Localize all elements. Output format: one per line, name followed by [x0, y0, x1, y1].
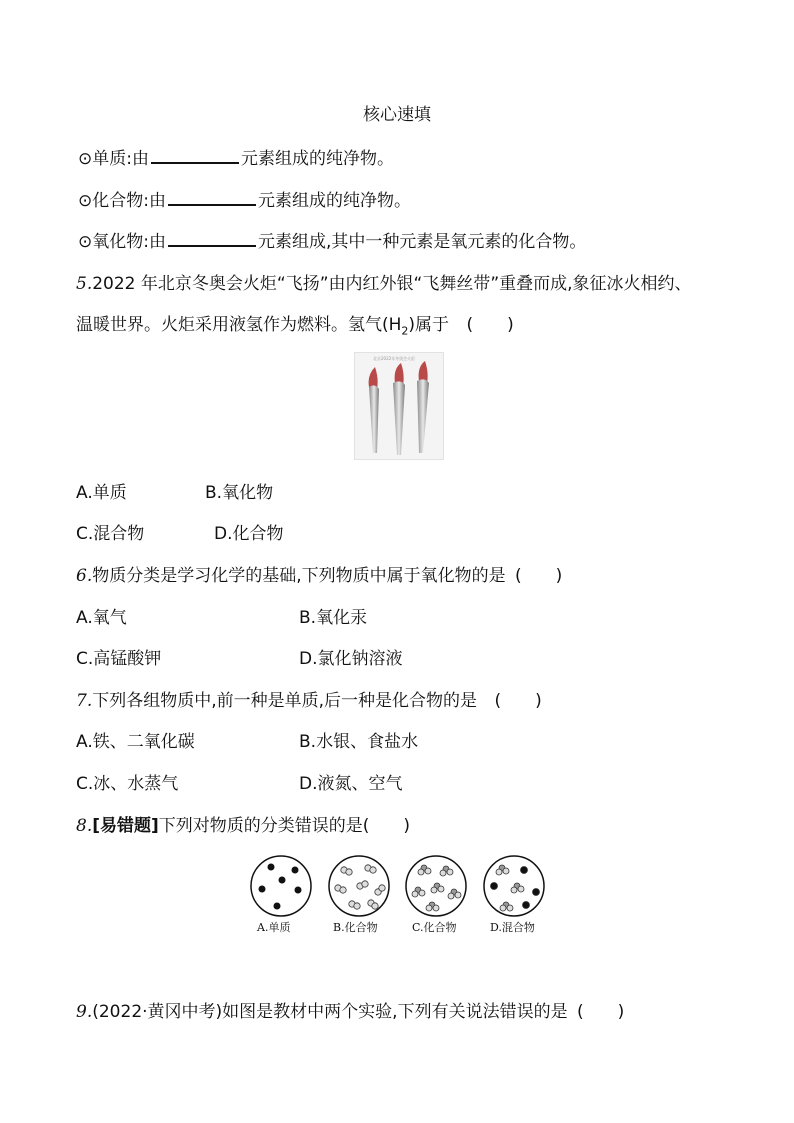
diagram-label-d: D.混合物 [490, 921, 535, 934]
answer-paren[interactable]: ( ) [466, 315, 514, 335]
answer-paren[interactable]: ( ) [515, 566, 563, 586]
question-text-end: )属于 [408, 315, 450, 335]
question-text: 2022 年北京冬奥会火炬“飞扬”由内红外银“飞舞丝带”重叠而成,象征冰火相约、 [92, 274, 692, 294]
option-d[interactable]: D.液氮、空气 [299, 774, 403, 794]
torch-drawing [355, 353, 443, 459]
question-text: 下列对物质的分类错误的是( ) [158, 816, 411, 836]
question-text: 物质分类是学习化学的基础,下列物质中属于氧化物的是 [92, 566, 506, 586]
diagram-label-a: A.单质 [257, 921, 291, 934]
fill-prefix: ⊙化合物:由 [78, 191, 166, 211]
fill-prefix: ⊙氧化物:由 [78, 232, 166, 252]
difficulty-tag: [易错题] [92, 816, 159, 836]
diagram-label-b: B.化合物 [333, 921, 378, 934]
question-9 [76, 1001, 624, 1023]
answer-blank[interactable] [168, 231, 256, 247]
option-a[interactable]: A.氧气 [76, 608, 127, 628]
option-d[interactable]: D.氯化钠溶液 [299, 649, 403, 669]
question-5-line-1 [76, 273, 692, 295]
answer-paren[interactable]: ( ) [494, 691, 542, 711]
circle-a[interactable] [251, 856, 311, 916]
option-d[interactable]: D.化合物 [214, 524, 284, 544]
photo-caption: 北京2022年冬奥会火炬 [373, 356, 416, 361]
option-b[interactable]: B.氧化物 [205, 483, 274, 503]
question-number: 9. [76, 1002, 93, 1022]
question-number: 6. [76, 566, 93, 586]
question-text: (2022·黄冈中考)如图是教材中两个实验,下列有关说法错误的是 [92, 1002, 568, 1022]
fill-suffix: 元素组成,其中一种元素是氧元素的化合物。 [257, 232, 587, 252]
question-8 [76, 815, 410, 837]
answer-blank[interactable] [168, 190, 256, 206]
circle-c[interactable] [406, 856, 466, 916]
fill-suffix: 元素组成的纯净物。 [240, 149, 394, 169]
question-number: 7. [76, 691, 93, 711]
question-number: 8. [76, 816, 93, 836]
fill-prefix: ⊙单质:由 [78, 149, 149, 169]
option-b[interactable]: B.水银、食盐水 [299, 732, 419, 752]
particle-diagram [240, 848, 560, 928]
fill-line-element [78, 148, 394, 170]
subscript: 2 [401, 324, 409, 338]
question-7 [76, 690, 542, 712]
option-a[interactable]: A.铁、二氧化碳 [76, 732, 195, 752]
question-text: 下列各组物质中,前一种是单质,后一种是化合物的是 [92, 691, 478, 711]
question-5-line-2 [76, 314, 514, 342]
section-heading: 核心速填 [363, 105, 431, 125]
answer-paren[interactable]: ( ) [576, 1002, 625, 1022]
question-text: 温暖世界。火炬采用液氢作为燃料。氢气(H [76, 315, 402, 335]
question-number: 5. [76, 274, 93, 294]
option-c[interactable]: C.高锰酸钾 [76, 649, 162, 669]
option-a[interactable]: A.单质 [76, 483, 127, 503]
question-6 [76, 565, 562, 587]
circle-d[interactable] [484, 856, 544, 916]
option-c[interactable]: C.冰、水蒸气 [76, 774, 179, 794]
fill-line-oxide [78, 231, 586, 253]
answer-blank[interactable] [151, 148, 239, 164]
fill-suffix: 元素组成的纯净物。 [257, 191, 411, 211]
torch-photo [354, 352, 444, 460]
option-c[interactable]: C.混合物 [76, 524, 145, 544]
option-b[interactable]: B.氧化汞 [299, 608, 368, 628]
circle-b[interactable] [329, 856, 389, 916]
diagram-label-c: C.化合物 [412, 921, 457, 934]
fill-line-compound [78, 190, 411, 212]
